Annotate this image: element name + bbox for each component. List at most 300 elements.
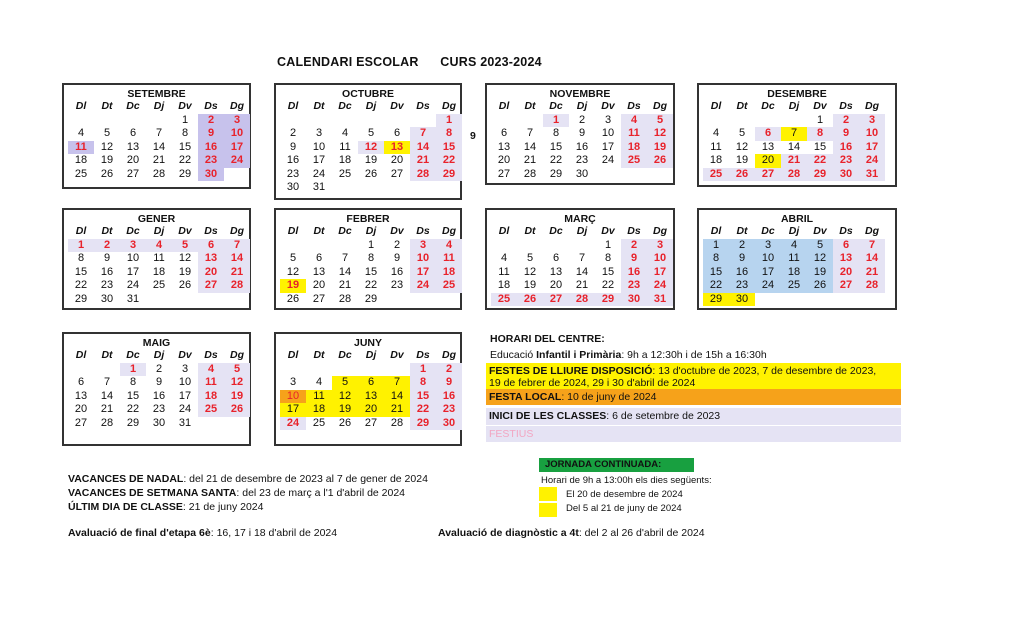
day-cell: 24 [410,279,436,293]
day-cell: 23 [833,154,859,168]
day-cell: 12 [807,252,833,266]
day-cell: 21 [384,403,410,417]
day-cell: 31 [126,292,140,305]
day-cell: 30 [833,168,859,182]
day-cell: 16 [436,390,462,404]
weekday-header: Dc [549,225,563,237]
day-cell: 25 [491,293,517,307]
vacances-setmana-santa [68,487,405,499]
day-cell: 11 [498,265,510,278]
day-cell: 28 [224,279,250,293]
day-cell: 12 [286,265,300,278]
weekday-header: Dc [338,225,352,237]
day-cell: 30 [286,181,300,193]
weekday-header: Ds [839,225,853,237]
day-cell: 1 [816,113,824,126]
day-cell: 5 [807,239,833,253]
horari-title: HORARI DEL CENTRE: [490,333,605,345]
day-cell: 3 [859,114,885,128]
month-grid [703,100,895,181]
weekday-header: Dj [153,100,165,112]
horari-label: Educació [490,349,534,361]
day-cell: 28 [100,416,114,429]
weekday-header: Dl [75,100,87,112]
day-cell: 7 [384,376,410,390]
weekday-header: Dl [287,225,299,237]
day-cell: 5 [103,127,111,139]
day-cell: 10 [126,252,140,264]
day-cell: 22 [126,403,140,415]
day-cell: 25 [74,167,88,180]
day-cell: 10 [312,140,326,153]
day-cell: 17 [859,141,885,155]
month-name: MAIG [142,337,171,349]
day-cell: 13 [126,140,140,153]
weekday-header: Dg [442,225,456,237]
day-cell: 3 [224,114,250,128]
day-cell: 4 [436,239,462,253]
day-cell: 8 [436,127,462,141]
weekday-header: Dc [338,349,352,361]
day-cell: 2 [94,239,120,253]
jornada-item-1: El 20 de desembre de 2024 [566,489,683,500]
day-cell: 4 [712,127,720,139]
empty-cell [569,239,595,253]
month-grid [703,225,895,306]
weekday-header: Ds [839,100,853,112]
day-cell: 4 [146,239,172,253]
day-cell: 22 [74,279,88,291]
month-grid [491,225,673,306]
weekday-header: Dv [601,100,615,112]
day-cell: 11 [198,376,224,390]
weekday-header: Dt [313,225,325,237]
weekday-header: Dt [736,225,748,237]
weekday-header: Dl [710,100,722,112]
day-cell: 27 [126,167,140,180]
weekday-header: Dt [736,100,748,112]
jornada-swatch-1 [539,487,557,501]
day-cell: 3 [647,239,673,253]
day-cell: 31 [647,293,673,307]
day-cell: 9 [393,252,401,264]
day-cell: 13 [833,252,859,266]
day-cell: 14 [859,252,885,266]
day-cell: 12 [358,141,384,155]
jornada-title: JORNADA CONTINUADA: [539,458,694,472]
month-name: ABRIL [780,213,814,225]
day-cell: 19 [364,154,378,166]
day-cell: 26 [338,416,352,429]
horari-bold: Infantil i Primària [536,349,622,361]
day-cell: 27 [74,416,88,429]
day-cell: 27 [390,167,404,180]
jornada-item-2: Del 5 al 21 de juny de 2024 [566,503,682,514]
day-cell: 20 [755,154,781,168]
day-cell: 11 [339,140,351,153]
day-cell: 12 [735,140,749,153]
day-cell: 14 [787,140,801,153]
day-cell: 13 [761,140,775,153]
day-cell: 20 [126,154,140,166]
day-cell: 20 [358,403,384,417]
day-cell: 2 [289,127,297,139]
day-cell: 12 [647,127,673,141]
weekday-header: Ds [204,100,218,112]
day-cell: 26 [807,279,833,293]
day-cell: 15 [74,265,88,278]
day-cell: 5 [647,114,673,128]
day-cell: 15 [364,265,378,278]
day-cell: 15 [703,266,729,280]
day-cell: 11 [436,252,462,266]
day-cell: 19 [224,390,250,404]
day-cell: 17 [647,266,673,280]
day-cell: 6 [198,239,224,253]
month-name: FEBRER [346,213,390,225]
day-cell: 7 [526,127,534,139]
weekday-header: Dv [390,225,404,237]
day-cell: 16 [833,141,859,155]
weekday-header: Dl [287,100,299,112]
day-cell: 31 [178,416,192,429]
day-cell: 17 [601,140,615,153]
month-name: GENER [137,213,176,225]
day-cell: 13 [549,265,563,278]
diag-value: : del 2 al 26 d'abril de 2024 [578,527,705,539]
month-juny [274,332,462,446]
day-cell: 23 [152,403,166,415]
festes-value: : 13 d'octubre de 2023, 7 de desembre de 2023, [652,365,877,377]
empty-cell [410,114,436,128]
empty-cell [517,114,543,128]
day-cell: 12 [332,390,358,404]
empty-cell [384,363,410,377]
inici-bar [486,408,901,425]
day-cell: 19 [807,266,833,280]
day-cell: 7 [341,252,349,264]
empty-cell [755,114,781,128]
day-cell: 2 [578,113,586,126]
weekday-header: Dj [365,349,377,361]
day-cell: 11 [68,141,94,155]
day-cell: 5 [224,363,250,377]
day-cell: 31 [312,181,326,193]
weekday-header: Dv [178,225,192,237]
day-cell: 4 [77,127,85,139]
day-cell: 1 [181,113,189,126]
weekday-header: Dg [653,100,667,112]
day-cell: 29 [436,168,462,182]
weekday-header: Dj [576,100,588,112]
day-cell: 25 [152,279,166,291]
day-cell: 26 [647,154,673,168]
day-cell: 7 [224,239,250,253]
day-cell: 22 [549,154,563,166]
day-cell: 24 [126,279,140,291]
weekday-header: Dv [813,100,827,112]
month-maig [62,332,251,446]
day-cell: 23 [390,279,404,291]
day-cell: 26 [517,293,543,307]
day-cell: 11 [306,390,332,404]
day-cell: 25 [338,167,352,180]
day-cell: 21 [152,154,166,166]
day-cell: 11 [710,140,722,153]
month-name: NOVEMBRE [549,88,611,100]
empty-cell [358,363,384,377]
weekday-header: Ds [204,225,218,237]
weekday-header: Ds [416,349,430,361]
day-cell: 17 [178,389,192,402]
day-cell: 25 [781,279,807,293]
weekday-header: Ds [416,225,430,237]
title-course: CURS 2023-2024 [440,55,542,69]
day-cell: 21 [338,279,352,291]
day-cell: 5 [738,127,746,139]
empty-cell [729,114,755,128]
day-cell: 22 [410,403,436,417]
weekday-header: Dg [230,100,244,112]
day-cell: 6 [77,376,85,388]
horari-value: : 9h a 12:30h i de 15h a 16:30h [621,349,767,361]
day-cell: 13 [358,390,384,404]
day-cell: 27 [312,292,326,305]
day-cell: 10 [601,127,615,139]
jornada-desc: Horari de 9h a 13:00h els dies següents: [541,475,712,486]
weekday-header: Dv [390,100,404,112]
weekday-header: Ds [627,100,641,112]
day-cell: 14 [410,141,436,155]
day-cell: 4 [621,114,647,128]
vacances-nadal [68,473,428,485]
day-cell: 15 [410,390,436,404]
day-cell: 10 [410,252,436,266]
inici-value: : 6 de setembre de 2023 [606,410,721,422]
day-cell: 21 [575,279,589,291]
day-cell: 15 [436,141,462,155]
month-name: MARÇ [564,213,596,225]
day-cell: 5 [332,376,358,390]
day-cell: 18 [152,265,166,278]
day-cell: 19 [332,403,358,417]
day-cell: 23 [575,154,589,166]
day-cell: 1 [120,363,146,377]
nadal-label: VACANCES DE NADAL [68,473,184,485]
weekday-header: Dl [287,349,299,361]
day-cell: 3 [604,113,612,126]
weekday-header: Dj [365,100,377,112]
day-cell: 20 [198,266,224,280]
day-cell: 14 [152,140,166,153]
day-cell: 26 [729,168,755,182]
month-grid [68,100,249,181]
day-cell: 7 [781,127,807,141]
weekday-header: Dt [101,349,113,361]
day-cell: 13 [198,252,224,266]
weekday-header: Dt [313,100,325,112]
day-cell: 13 [497,140,511,153]
weekday-header: Dg [230,225,244,237]
day-cell: 18 [497,279,511,291]
weekday-header: Dg [230,349,244,361]
weekday-header: Dv [390,349,404,361]
day-cell: 29 [703,293,729,307]
day-cell: 6 [129,127,137,139]
festius-bar [486,426,901,442]
empty-cell [491,239,517,253]
day-cell: 19 [523,279,537,291]
day-cell: 4 [315,376,323,388]
empty-cell [332,114,358,128]
day-cell: 29 [410,417,436,431]
weekday-header: Dv [178,349,192,361]
day-cell: 16 [198,141,224,155]
month-grid [280,225,460,306]
day-cell: 27 [364,416,378,429]
avaluacio-diagnostic [438,527,705,539]
day-cell: 29 [549,167,563,180]
festa-local-bar [486,389,901,405]
empty-cell [781,114,807,128]
day-cell: 6 [755,127,781,141]
empty-cell [94,363,120,377]
day-cell: 10 [224,127,250,141]
day-cell: 27 [543,293,569,307]
day-cell: 2 [729,239,755,253]
weekday-header: Dc [549,100,563,112]
weekday-header: Dc [126,349,140,361]
day-cell: 18 [74,154,88,166]
day-cell: 19 [280,279,306,293]
day-cell: 2 [436,363,462,377]
empty-cell [306,114,332,128]
day-cell: 14 [338,265,352,278]
weekday-header: Dt [313,349,325,361]
day-cell: 9 [289,140,297,153]
empty-cell [146,114,172,128]
day-cell: 8 [129,376,137,388]
day-cell: 17 [312,154,326,166]
day-cell: 24 [755,279,781,293]
day-cell: 21 [781,154,807,168]
day-cell: 22 [703,279,729,293]
day-cell: 9 [833,127,859,141]
day-cell: 30 [100,292,114,305]
day-cell: 11 [621,127,647,141]
ss-label: VACANCES DE SETMANA SANTA [68,487,237,499]
day-cell: 29 [595,293,621,307]
day-cell: 17 [280,403,306,417]
day-cell: 13 [74,389,88,402]
calendar-title [277,55,560,69]
day-cell: 3 [410,239,436,253]
month-grid [68,225,249,306]
day-cell: 27 [497,167,511,180]
nadal-value: : del 21 de desembre de 2023 al 7 de gener de 2024 [183,473,428,485]
day-cell: 16 [286,154,300,166]
day-cell: 22 [601,279,615,291]
day-cell: 16 [390,265,404,278]
day-cell: 14 [224,252,250,266]
day-cell: 14 [100,389,114,402]
empty-cell [703,114,729,128]
day-cell: 8 [77,252,85,264]
day-cell: 23 [198,154,224,168]
day-cell: 22 [436,154,462,168]
day-cell: 24 [859,154,885,168]
day-cell: 20 [74,403,88,415]
day-cell: 7 [859,239,885,253]
ultim-value: : 21 de juny 2024 [182,501,264,513]
day-cell: 9 [436,376,462,390]
month-name: DESEMBRE [767,88,827,100]
day-cell: 27 [198,279,224,293]
month-gener [62,208,251,310]
day-cell: 28 [410,168,436,182]
weekday-header: Dl [498,100,510,112]
ss-value: : del 23 de març a l'1 d'abril de 2024 [236,487,406,499]
day-cell: 18 [306,403,332,417]
day-cell: 5 [289,252,297,264]
day-cell: 18 [781,266,807,280]
day-cell: 7 [578,252,586,264]
final-value: : 16, 17 i 18 d'abril de 2024 [210,527,338,539]
month-name: OCTUBRE [342,88,394,100]
day-cell: 28 [523,167,537,180]
day-cell: 3 [755,239,781,253]
day-cell: 9 [729,252,755,266]
day-cell: 1 [436,114,462,128]
day-cell: 28 [390,416,404,429]
day-cell: 12 [178,252,192,264]
day-cell: 15 [549,140,563,153]
day-cell: 3 [120,239,146,253]
weekday-header: Ds [204,349,218,361]
day-cell: 18 [338,154,352,166]
day-cell: 10 [280,390,306,404]
empty-cell [517,239,543,253]
day-cell: 26 [364,167,378,180]
weekday-header: Dj [153,349,165,361]
day-cell: 28 [152,167,166,180]
weekday-header: Dg [442,349,456,361]
weekday-header: Dg [653,225,667,237]
day-cell: 6 [393,127,401,139]
day-cell: 4 [198,363,224,377]
day-cell: 9 [198,127,224,141]
weekday-header: Dc [126,100,140,112]
ultim-label: ÚLTIM DIA DE CLASSE [68,501,183,513]
weekday-header: Dt [101,100,113,112]
day-cell: 12 [224,376,250,390]
day-cell: 24 [280,417,306,431]
day-cell: 26 [178,279,192,291]
day-cell: 17 [755,266,781,280]
day-cell: 19 [735,154,749,166]
empty-cell [120,114,146,128]
day-cell: 4 [781,239,807,253]
day-cell: 8 [410,376,436,390]
empty-cell [332,239,358,253]
day-cell: 2 [833,114,859,128]
day-cell: 31 [859,168,885,182]
weekday-header: Dl [75,349,87,361]
empty-cell [94,114,120,128]
day-cell: 26 [286,292,300,305]
weekday-header: Dg [442,100,456,112]
day-cell: 8 [181,127,189,139]
